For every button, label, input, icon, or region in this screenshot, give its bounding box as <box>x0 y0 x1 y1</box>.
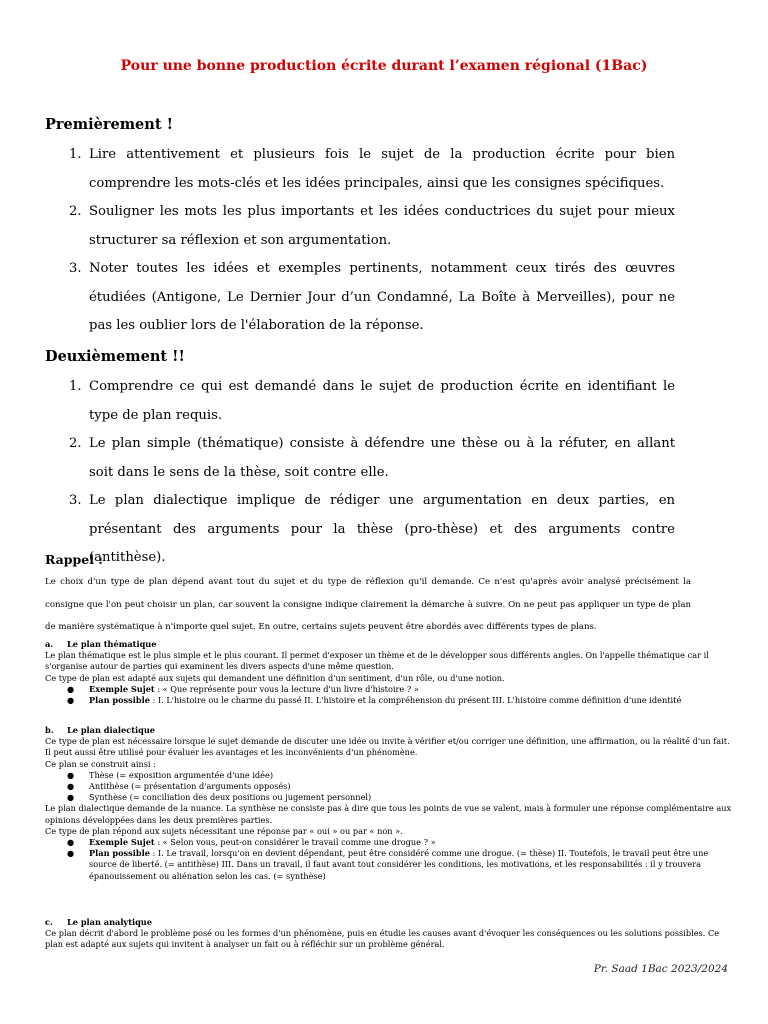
plan-analytique-section <box>45 917 733 951</box>
list-item: 2. Souligner les mots les plus importants et les idées conductrices du sujet pour mieux structurer sa réflexion et son argumentation. <box>45 198 675 255</box>
item-number: 1. <box>69 379 82 394</box>
plan-dialectique-section <box>45 725 733 882</box>
list-item: 3. Noter toutes les idées et exemples pertinents, notamment ceux tirés des œuvres étudiées (Antigone, Le Dernier Jour d’un Condamné, La Boîte à Merveilles), pour ne pas les oublier lors de l'élaboration de la réponse. <box>45 255 675 341</box>
bullet-icon: ● <box>67 792 75 803</box>
plan-b-paragraph: Ce type de plan est nécessaire lorsque le sujet demande de discuter une idée ou invite à vérifier et/ou corriger une définition, une affirmation, ou la réalité d'un fait. Il peut aussi être utilisé pour évaluer les avantages et les inconvénients d'un phénomène. <box>45 736 730 758</box>
list-item: ● Thèse (= exposition argumentée d'une idée) <box>67 769 274 780</box>
rappel-heading: Rappel : <box>45 552 103 567</box>
list-item: ● Exemple Sujet : « Selon vous, peut-on considérer le travail comme une drogue ? » <box>67 837 436 848</box>
plan-b-paragraph: Le plan dialectique demande de la nuance. La synthèse ne consiste pas à dire que tous les points de vue se valent, mais à formuler une réponse complémentaire aux opinions développées dans les deux premières parties. <box>45 803 732 825</box>
list-item: ● Exemple Sujet : « Que représente pour vous la lecture d'un livre d'histoire ? » <box>67 683 419 694</box>
section1-heading: Premièrement ! <box>45 116 173 133</box>
list-item: ● Synthèse (= conciliation des deux positions ou jugement personnel) <box>67 792 372 803</box>
list-item: 1. Comprendre ce qui est demandé dans le sujet de production écrite en identifiant le type de plan requis. <box>45 373 675 430</box>
plan-a-paragraph: Le plan thématique est le plus simple et le plus courant. Il permet d'exposer un thème et de le développer sous différents angles. On l'appelle thématique car il s'organise autour de parties qui examinent les divers aspects d'une même question. <box>45 650 709 672</box>
bullet-icon: ● <box>67 695 75 706</box>
plan-a-heading: a. Le plan thématique <box>45 639 157 649</box>
list-item: 2. Le plan simple (thématique) consiste à défendre une thèse ou à la réfuter, en allant soit dans le sens de la thèse, soit contre elle. <box>45 430 675 487</box>
item-number: 3. <box>69 261 82 276</box>
bullet-icon: ● <box>67 781 75 792</box>
plan-a-paragraph: Ce type de plan est adapté aux sujets qui demandent une définition d'un sentiment, d'un rôle, ou d'une notion. <box>45 672 505 683</box>
section1-list <box>45 141 675 341</box>
plan-b-heading: b. Le plan dialectique <box>45 725 155 735</box>
plan-thematique-section <box>45 639 733 706</box>
plan-c-paragraph: Ce plan décrit d'abord le problème posé ou les formes d'un phénomène, puis en étudie les causes avant d'évoquer les conséquences ou les solutions possibles. Ce plan est adapté aux sujets qui invitent à analyser un fait ou à réfléchir sur un problème général. <box>45 928 720 950</box>
document-title: Pour une bonne production écrite durant l’examen régional (1Bac) <box>120 58 648 74</box>
plan-b-examples <box>45 837 733 882</box>
plan-b-steps <box>45 770 733 804</box>
plan-c-heading: c. Le plan analytique <box>45 917 152 927</box>
plan-b-paragraph: Ce plan se construit ainsi : <box>45 758 156 769</box>
item-number: 2. <box>69 436 82 451</box>
section2-list <box>45 373 675 573</box>
list-item: 1. Lire attentivement et plusieurs fois le sujet de la production écrite pour bien comprendre les mots-clés et les idées principales, ainsi que les consignes spécifiques. <box>45 141 675 198</box>
list-item: ● Plan possible : I. L'histoire ou le charme du passé II. L'histoire et la compréhension du présent III. L'histoire comme définition d'une identité <box>67 695 682 706</box>
plan-b-paragraph: Ce type de plan répond aux sujets nécessitant une réponse par « oui » ou par « non ». <box>45 825 403 836</box>
bullet-icon: ● <box>67 683 75 694</box>
bullet-icon: ● <box>67 848 75 859</box>
list-item: ● Plan possible : I. Le travail, lorsqu'on en devient dépendant, peut être considéré comme une drogue. (= thèse) II. Toutefois, le travail peut être une source de liberté. (= antithèse) III. Dans un travail, il faut avant tout considérer les conditions, les motivations, et les responsabilités : il y trouvera épanouissement ou aliénation selon les cas. (= synthèse) <box>67 848 709 881</box>
list-item: ● Antithèse (= présentation d'arguments opposés) <box>67 781 291 792</box>
item-number: 1. <box>69 147 82 162</box>
footer-author: Pr. Saad 1Bac 2023/2024 <box>593 963 728 975</box>
bullet-icon: ● <box>67 769 75 780</box>
item-number: 3. <box>69 493 82 508</box>
section2-heading: Deuxièmement !! <box>45 348 185 365</box>
bullet-icon: ● <box>67 837 75 848</box>
item-number: 2. <box>69 204 82 219</box>
rappel-paragraph: Le choix d'un type de plan dépend avant tout du sujet et du type de réflexion qu'il demande. Ce n'est qu'après avoir analysé précisément la consigne que l'on peut choisir un plan, car souvent la consigne indique clairement la démarche à suivre. On ne peut pas appliquer un type de plan de manière systématique à n'importe quel sujet. En outre, certains sujets peuvent être abordés avec différents types de plans. <box>45 577 691 632</box>
list-item: 3. Le plan dialectique implique de rédiger une argumentation en deux parties, en présentant des arguments pour la thèse (pro-thèse) et des arguments contre (antithèse). <box>45 487 675 573</box>
plan-a-examples <box>45 684 733 706</box>
